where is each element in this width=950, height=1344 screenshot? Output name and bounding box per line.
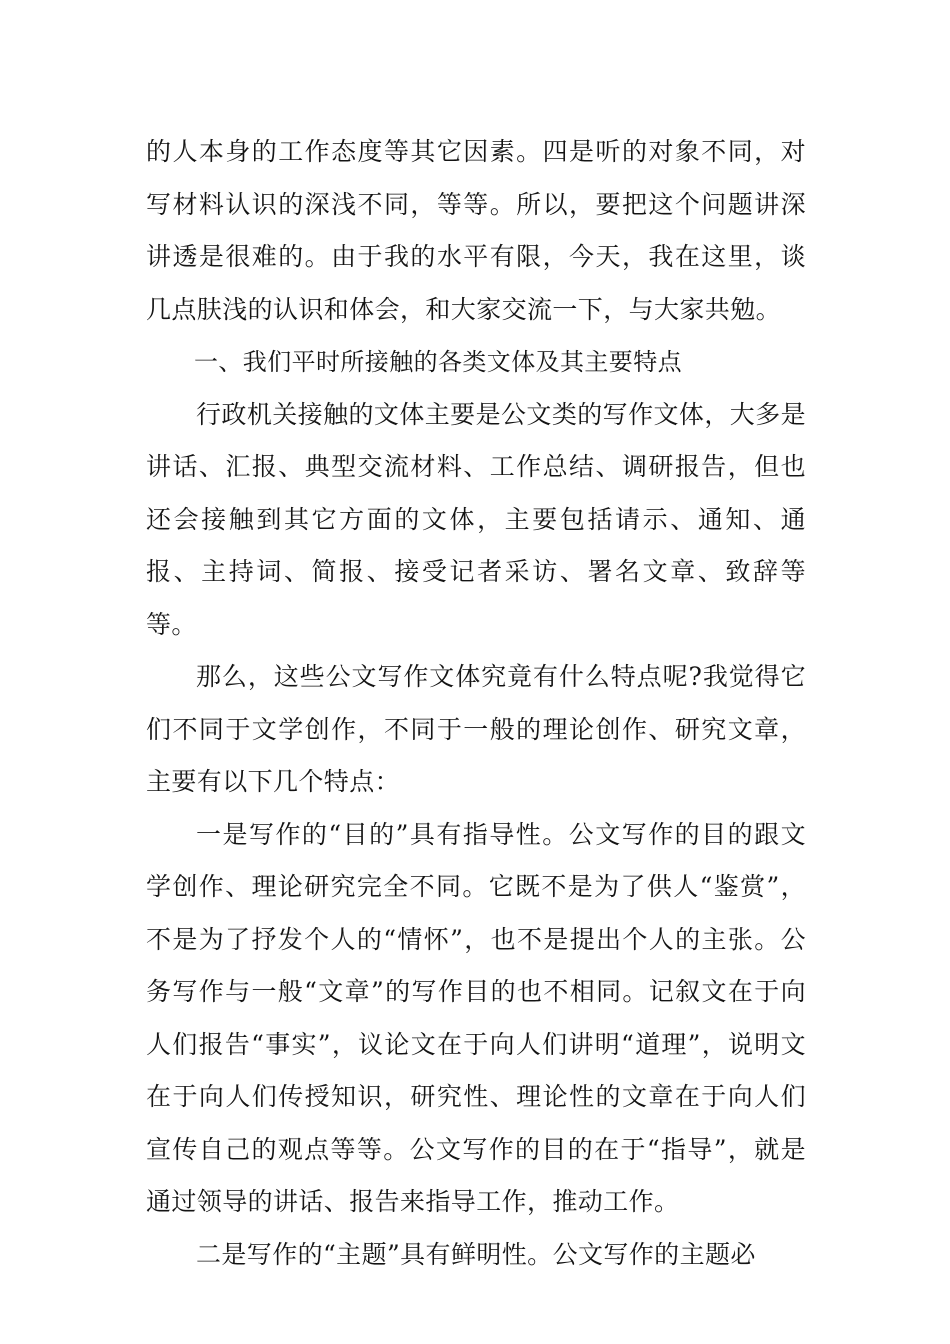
paragraph-feature-two: 二是写作的“主题”具有鲜明性。公文写作的主题必 xyxy=(196,1239,756,1269)
paragraph-features-intro: 那么，这些公文写作文体究竟有什么特点呢?我觉得它们不同于文学创作，不同于一般的理论创作、研究文章，主要有以下几个特点： xyxy=(146,662,806,796)
paragraph-continuation: 的人本身的工作态度等其它因素。四是听的对象不同，对写材料认识的深浅不同，等等。所以，要把这个问题讲深讲透是很难的。由于我的水平有限，今天，我在这里，谈几点肤浅的认识和体会，和大家交流一下，与大家共勉。 xyxy=(146,137,806,324)
document-body xyxy=(146,126,806,1281)
section-heading: 一、我们平时所接触的各类文体及其主要特点 xyxy=(194,348,682,376)
paragraph-document-types: 行政机关接触的文体主要是公文类的写作文体，大多是讲话、汇报、典型交流材料、工作总结、调研报告，但也还会接触到其它方面的文体，主要包括请示、通知、通报、主持词、简报、接受记者采访、署名文章、致辞等等。 xyxy=(146,399,806,639)
paragraph-feature-one: 一是写作的“目的”具有指导性。公文写作的目的跟文学创作、理论研究完全不同。它既不是为了供人“鉴赏”，不是为了抒发个人的“情怀”，也不是提出个人的主张。公务写作与一般“文章”的写作目的也不相同。记叙文在于向人们报告“事实”，议论文在于向人们讲明“道理”，说明文在于向人们传授知识，研究性、理论性的文章在于向人们宣传自己的观点等等。公文写作的目的在于“指导”，就是通过领导的讲话、报告来指导工作，推动工作。 xyxy=(146,819,806,1216)
